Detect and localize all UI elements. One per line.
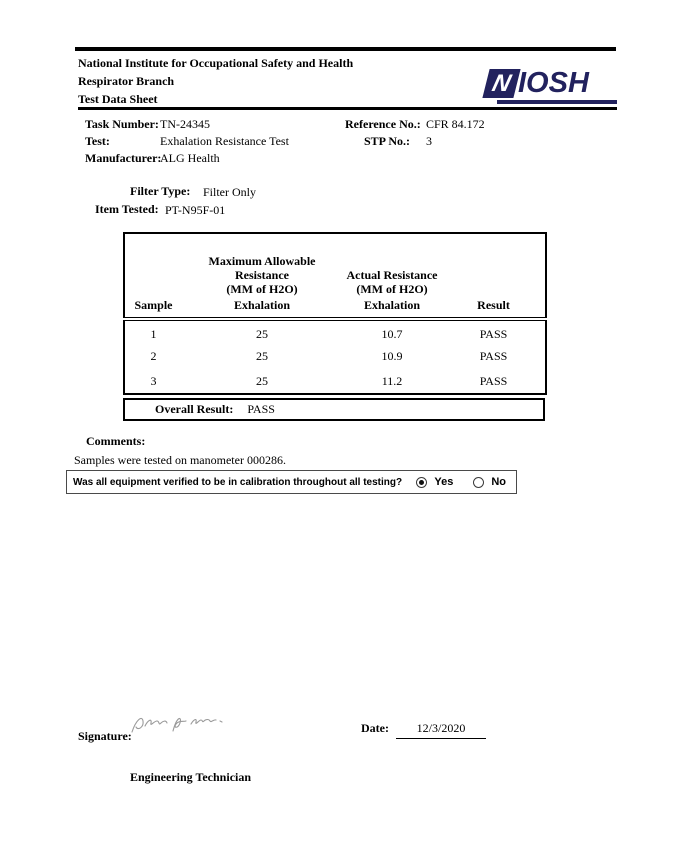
document-header — [78, 54, 353, 108]
actual-cell: 11.2 — [381, 373, 403, 388]
test-value: Exhalation Resistance Test — [160, 134, 289, 148]
date-label: Date: — [361, 721, 389, 735]
handwritten-signature — [128, 708, 233, 740]
reference-value: CFR 84.172 — [426, 117, 485, 131]
page-title: Test Data Sheet — [78, 92, 158, 106]
table-column-header-row — [124, 296, 546, 319]
signature-label: Signature: — [78, 729, 132, 743]
max-exhalation-column-header: Exhalation — [182, 296, 342, 319]
date-value: 12/3/2020 — [396, 721, 486, 739]
comments-text: Samples were tested on manometer 000286. — [74, 453, 286, 467]
max-cell: 25 — [256, 373, 268, 388]
niosh-logo — [486, 68, 618, 106]
task-number-label: Task Number: — [85, 117, 159, 131]
niosh-logo-text — [486, 68, 618, 98]
niosh-logo-letters: IOSH — [518, 67, 589, 99]
header-divider-rule — [78, 107, 617, 110]
actual-exhalation-column-header: Exhalation — [342, 296, 442, 319]
table-group-header-row — [124, 233, 546, 296]
top-rule — [75, 47, 616, 51]
filter-type-label: Filter Type: — [130, 184, 191, 198]
overall-result-box — [123, 398, 545, 421]
result-column-header: Result — [442, 296, 546, 319]
results-table — [123, 232, 545, 395]
sample-cell: 3 — [150, 373, 157, 388]
max-resistance-header: Maximum Allowable Resistance — [208, 254, 316, 282]
actual-resistance-unit: (MM of H2O) — [356, 282, 428, 296]
table-row — [124, 344, 546, 369]
stp-label: STP No.: — [364, 134, 411, 148]
sample-column-header: Sample — [124, 296, 182, 319]
actual-cell: 10.9 — [381, 349, 403, 363]
task-number-value: TN-24345 — [160, 117, 210, 131]
filter-type-value: Filter Only — [203, 185, 256, 199]
test-label: Test: — [85, 134, 110, 148]
branch-name: Respirator Branch — [78, 74, 175, 88]
item-tested-label: Item Tested: — [95, 202, 159, 216]
niosh-logo-underline — [497, 100, 617, 104]
manufacturer-label: Manufacturer: — [85, 151, 162, 165]
item-tested-value: PT-N95F-01 — [165, 203, 226, 217]
result-cell: PASS — [479, 349, 508, 363]
calibration-question-text: Was all equipment verified to be in calibration throughout all testing? — [73, 476, 403, 488]
reference-label: Reference No.: — [345, 117, 421, 131]
result-cell: PASS — [479, 327, 508, 341]
comments-label: Comments: — [86, 434, 146, 448]
manufacturer-value: ALG Health — [160, 151, 220, 165]
no-radio-button[interactable] — [473, 477, 484, 488]
no-radio-label: No — [491, 476, 506, 488]
overall-result-value: PASS — [247, 402, 275, 416]
calibration-question-box — [66, 470, 517, 494]
yes-radio-button[interactable] — [416, 477, 427, 488]
sample-cell: 1 — [150, 327, 157, 341]
max-cell: 25 — [256, 327, 268, 341]
technician-title: Engineering Technician — [130, 770, 252, 784]
overall-result-label: Overall Result: — [155, 402, 234, 416]
table-row — [124, 319, 546, 344]
sample-cell: 2 — [150, 349, 157, 363]
result-cell: PASS — [479, 373, 508, 388]
niosh-logo-n-block: N — [482, 69, 520, 98]
max-cell: 25 — [256, 349, 268, 363]
table-row — [124, 369, 546, 394]
actual-resistance-header: Actual Resistance — [346, 268, 438, 282]
stp-value: 3 — [426, 134, 432, 148]
org-name: National Institute for Occupational Safety and Health — [78, 56, 354, 70]
actual-cell: 10.7 — [381, 327, 403, 341]
max-resistance-unit: (MM of H2O) — [226, 282, 298, 296]
yes-radio-label: Yes — [434, 476, 454, 488]
